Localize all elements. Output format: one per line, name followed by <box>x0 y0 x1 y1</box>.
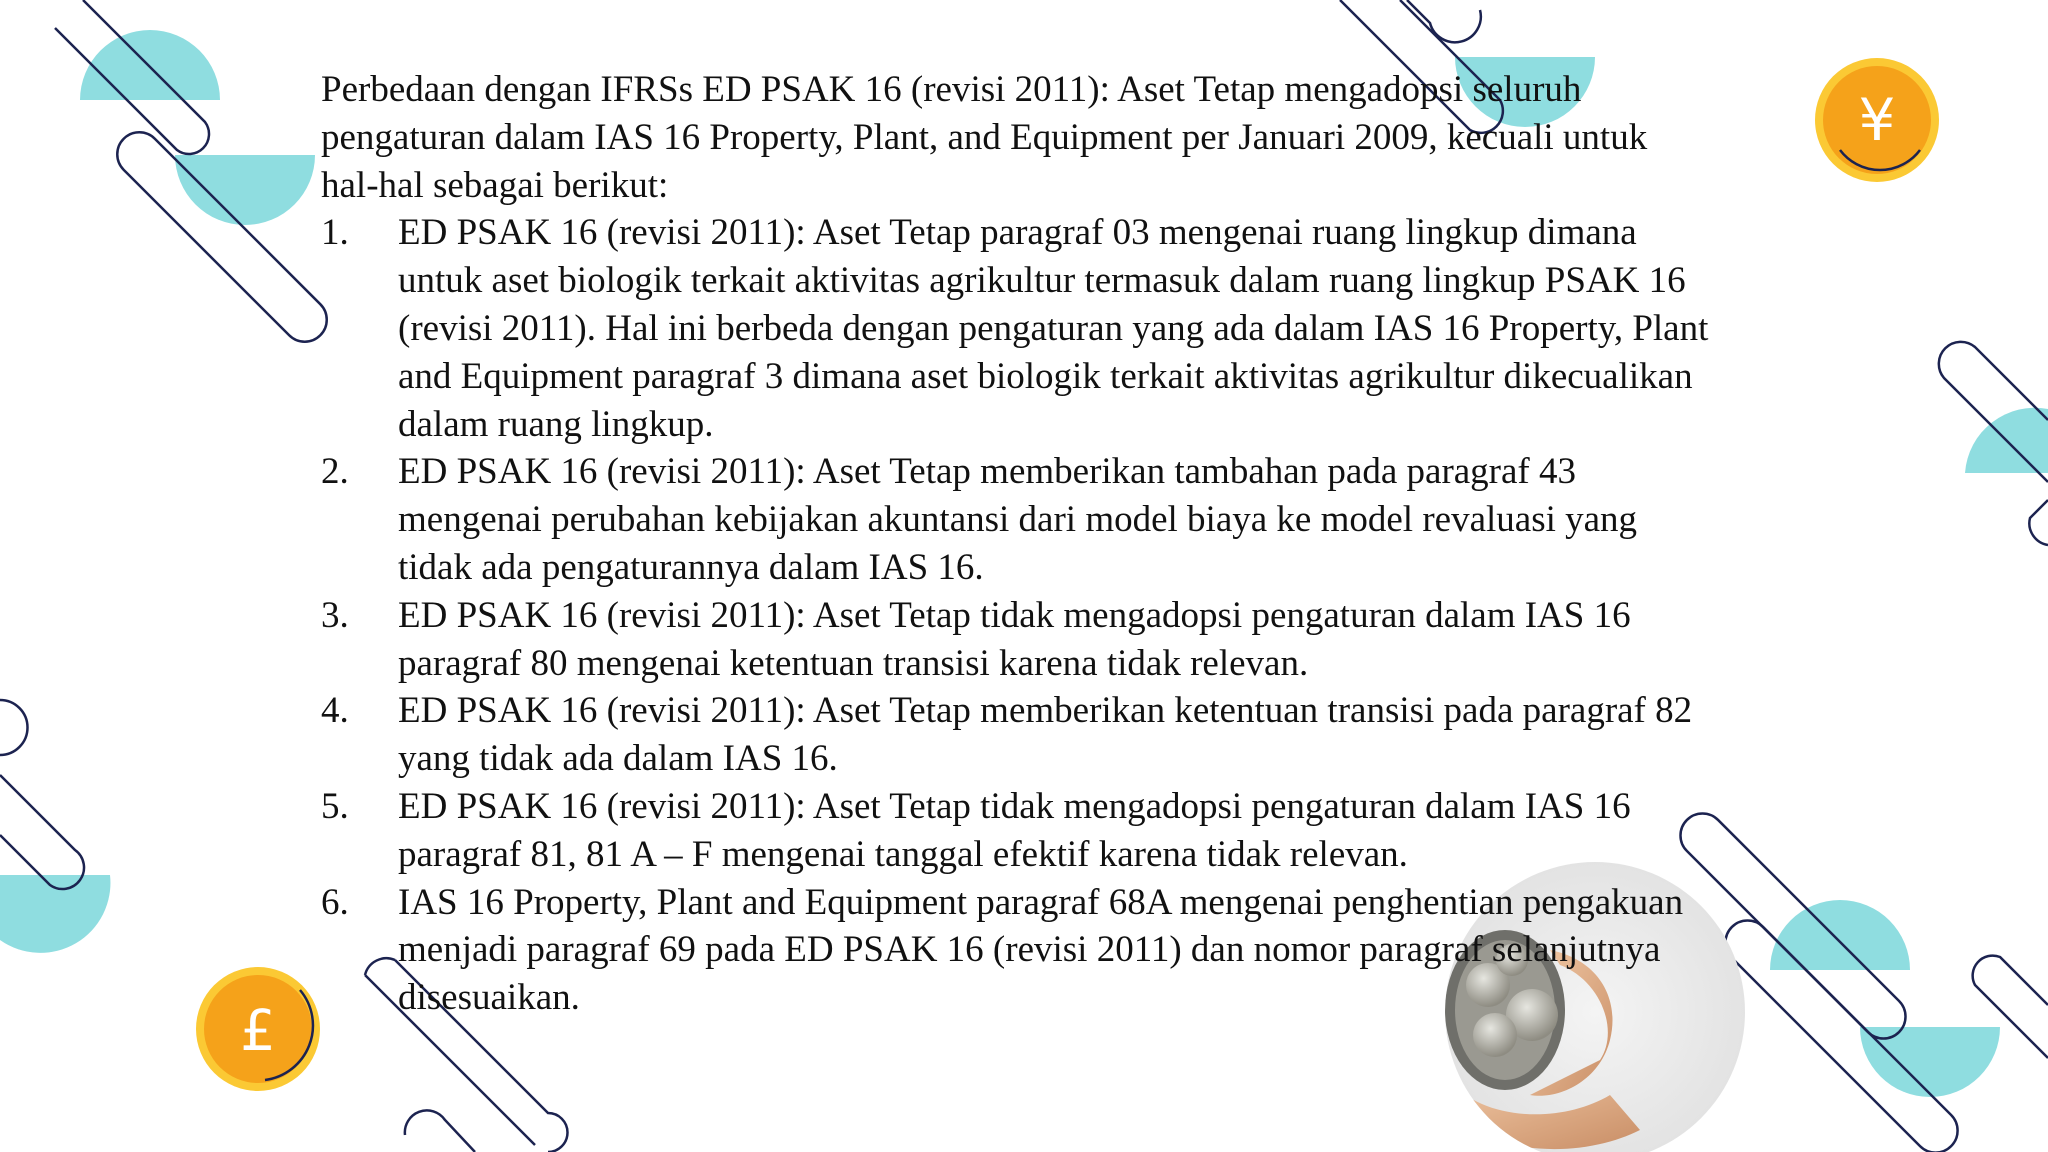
slide-body <box>321 66 1711 1022</box>
list-item-number: 6. <box>321 881 349 923</box>
list-item-number: 1. <box>321 212 349 254</box>
list-item-text: IAS 16 Property, Plant and Equipment paragraf 68A mengenai penghentian pengakuan menjadi paragraf 69 pada ED PSAK 16 (revisi 2011) dan nomor paragraf selanjutnya disesuaikan. <box>398 881 1684 1019</box>
yen-coin-icon <box>1815 58 1939 182</box>
difference-list <box>321 209 1711 1022</box>
list-item <box>321 209 1711 448</box>
list-item <box>321 783 1711 879</box>
pound-coin-icon <box>196 967 320 1091</box>
list-item-number: 4. <box>321 690 349 732</box>
pound-symbol: £ <box>240 999 276 1064</box>
list-item-number: 2. <box>321 451 349 493</box>
list-item-text: ED PSAK 16 (revisi 2011): Aset Tetap tidak mengadopsi pengaturan dalam IAS 16 paragraf 81, 81 A – F mengenai tanggal efektif karena tidak relevan. <box>398 785 1631 875</box>
list-item-number: 5. <box>321 785 349 827</box>
list-item <box>321 592 1711 688</box>
list-item-number: 3. <box>321 594 349 636</box>
intro-paragraph: Perbedaan dengan IFRSs ED PSAK 16 (revisi 2011): Aset Tetap mengadopsi seluruh pengaturan dalam IAS 16 Property, Plant, and Equipment per Januari 2009, kecuali untuk hal-hal sebagai berikut: <box>321 69 1648 206</box>
yen-symbol: ¥ <box>1858 86 1896 154</box>
list-item <box>321 879 1711 1022</box>
list-item-text: ED PSAK 16 (revisi 2011): Aset Tetap paragraf 03 mengenai ruang lingkup dimana untuk aset biologik terkait aktivitas agrikultur termasuk dalam ruang lingkup PSAK 16 (revisi 2011). Hal ini berbeda dengan pengaturan yang ada dalam IAS 16 Property, Plant and Equipment paragraf 3 dimana aset biologik terkait aktivitas agrikultur dikecualikan dalam ruang lingkup. <box>398 212 1709 445</box>
list-item-text: ED PSAK 16 (revisi 2011): Aset Tetap memberikan ketentuan transisi pada paragraf 82 yang tidak ada dalam IAS 16. <box>398 690 1693 780</box>
list-item <box>321 448 1711 591</box>
list-item-text: ED PSAK 16 (revisi 2011): Aset Tetap tidak mengadopsi pengaturan dalam IAS 16 paragraf 80 mengenai ketentuan transisi karena tidak relevan. <box>398 594 1631 684</box>
list-item <box>321 687 1711 783</box>
list-item-text: ED PSAK 16 (revisi 2011): Aset Tetap memberikan tambahan pada paragraf 43 mengenai perubahan kebijakan akuntansi dari model biaya ke model revaluasi yang tidak ada pengaturannya dalam IAS 16. <box>398 451 1638 588</box>
